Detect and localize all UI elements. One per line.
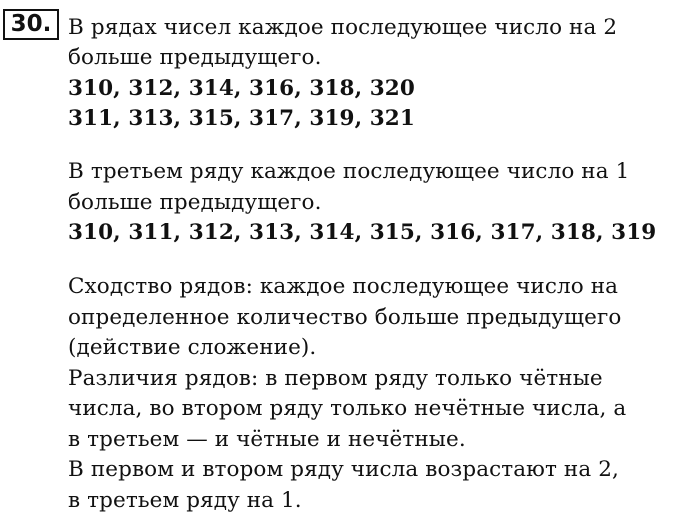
paragraph3-line5: числа, во втором ряду только нечётные числа, а bbox=[68, 396, 627, 421]
paragraph3-line1: Сходство рядов: каждое последующее число на bbox=[68, 274, 619, 299]
paragraph3-line4: Различия рядов: в первом ряду только чётные bbox=[68, 366, 603, 391]
paragraph1-line2: больше предыдущего. bbox=[68, 45, 322, 70]
paragraph1-line1: В рядах чисел каждое последующее число на 2 bbox=[68, 15, 618, 40]
paragraph3-line2: определенное количество больше предыдущего bbox=[68, 305, 622, 330]
number-row-3: 310, 311, 312, 313, 314, 315, 316, 317, 318, 319 bbox=[68, 220, 657, 245]
number-row-2: 311, 313, 315, 317, 319, 321 bbox=[68, 106, 415, 131]
paragraph2-line2: больше предыдущего. bbox=[68, 190, 322, 215]
paragraph3-line7: В первом и втором ряду числа возрастают на 2, bbox=[68, 457, 619, 482]
number-row-1: 310, 312, 314, 316, 318, 320 bbox=[68, 76, 415, 101]
paragraph3-line3: (действие сложение). bbox=[68, 335, 317, 360]
paragraph3-line8: в третьем ряду на 1. bbox=[68, 488, 302, 513]
task-number-box: 30. bbox=[3, 9, 59, 40]
paragraph3-line6: в третьем — и чётные и нечётные. bbox=[68, 427, 466, 452]
paragraph2-line1: В третьем ряду каждое последующее число на 1 bbox=[68, 159, 630, 184]
